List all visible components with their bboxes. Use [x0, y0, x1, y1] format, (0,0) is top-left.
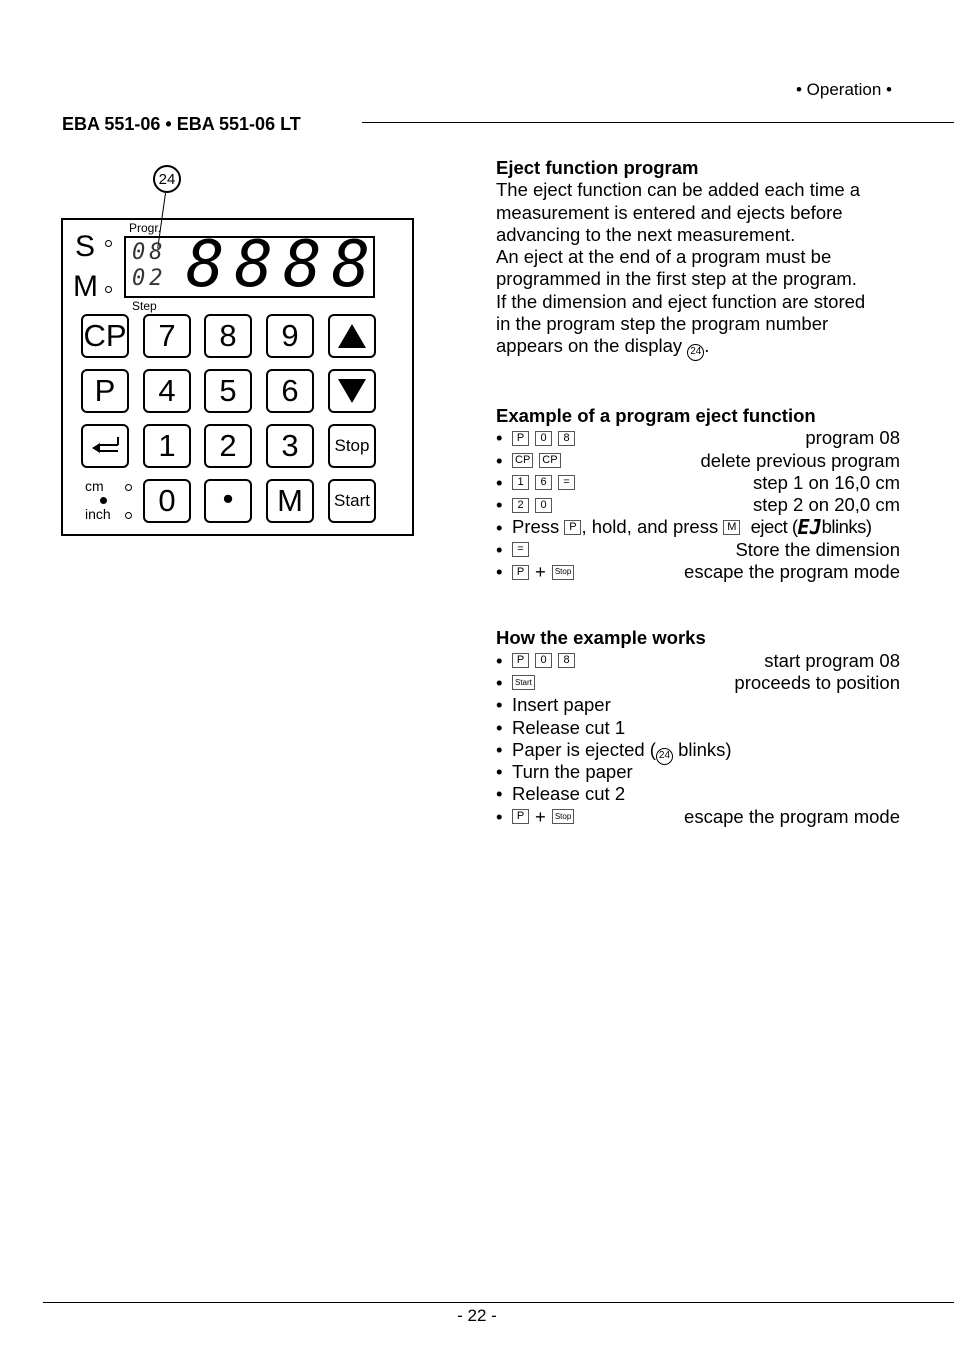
- display-callout-24: 24: [656, 748, 673, 765]
- document-title: EBA 551-06 • EBA 551-06 LT: [62, 114, 301, 134]
- list-item: [496, 517, 900, 539]
- up-arrow-key[interactable]: [328, 314, 376, 358]
- key-symbol: 1: [512, 475, 529, 490]
- page-number: - 22 -: [457, 1306, 497, 1325]
- step-text: Insert paper: [512, 694, 611, 716]
- bullet: •: [496, 471, 503, 493]
- bullet: •: [496, 649, 503, 671]
- key-3[interactable]: 3: [266, 424, 314, 468]
- press-text: Press: [512, 516, 560, 538]
- list-item: [496, 539, 900, 561]
- blinks-text: blinks): [672, 738, 732, 760]
- list-item: [496, 694, 900, 716]
- key-4[interactable]: 4: [143, 369, 191, 413]
- key-6[interactable]: 6: [266, 369, 314, 413]
- step-description: start program 08: [764, 649, 900, 671]
- bullet: •: [496, 716, 503, 738]
- example-heading: Example of a program eject function: [496, 405, 816, 427]
- key-symbol: 2: [512, 498, 529, 513]
- inch-indicator-led: [125, 512, 132, 519]
- key-symbol: P: [512, 653, 529, 668]
- ejected-text: Paper is ejected (: [512, 738, 656, 760]
- bullet: •: [496, 671, 503, 693]
- bullet: •: [496, 761, 503, 783]
- key-symbol: 8: [558, 431, 575, 446]
- key-symbol: 0: [535, 431, 552, 446]
- triangle-down-icon: [337, 378, 367, 404]
- bullet: •: [496, 427, 503, 449]
- bullet: •: [496, 805, 503, 827]
- step-description: escape the program mode: [684, 805, 900, 827]
- list-item: [496, 427, 900, 449]
- cm-indicator-led: [125, 484, 132, 491]
- progr-number-display: 08: [132, 240, 167, 265]
- list-item: [496, 494, 900, 516]
- unit-cm-label: cm: [85, 478, 104, 494]
- unit-inch-label: inch: [85, 506, 111, 522]
- step-label: Step: [132, 299, 157, 313]
- key-5[interactable]: 5: [204, 369, 252, 413]
- step-description: delete previous program: [700, 449, 900, 471]
- key-symbol: 0: [535, 498, 552, 513]
- s-label: S: [75, 230, 96, 263]
- step-description: program 08: [805, 427, 900, 449]
- list-item: [496, 739, 900, 761]
- list-item: [496, 806, 900, 828]
- key-symbol: CP: [512, 453, 533, 468]
- key-1[interactable]: 1: [143, 424, 191, 468]
- how-heading: How the example works: [496, 627, 706, 649]
- list-item: [496, 450, 900, 472]
- footer-rule: [43, 1302, 954, 1303]
- key-symbol: 8: [558, 653, 575, 668]
- enter-arrow-icon: [88, 435, 122, 457]
- p-key[interactable]: P: [81, 369, 129, 413]
- list-item: [496, 672, 900, 694]
- enter-key[interactable]: [81, 424, 129, 468]
- eject-paragraph: [496, 179, 900, 361]
- eject-text: eject (: [750, 516, 798, 538]
- triangle-up-icon: [337, 323, 367, 349]
- bullet: •: [496, 538, 503, 560]
- unit-switch-dot: [100, 497, 107, 504]
- s-indicator-led: [105, 240, 112, 247]
- key-symbol: CP: [539, 453, 560, 468]
- key-7[interactable]: 7: [143, 314, 191, 358]
- list-item: [496, 783, 900, 805]
- key-symbol: P: [512, 809, 529, 824]
- list-item: [496, 472, 900, 494]
- key-2[interactable]: 2: [204, 424, 252, 468]
- key-0[interactable]: 0: [143, 479, 191, 523]
- key-symbol: 6: [535, 475, 552, 490]
- bullet: •: [496, 449, 503, 471]
- header-rule: [362, 122, 954, 123]
- list-item: [496, 717, 900, 739]
- key-symbol: =: [512, 542, 529, 557]
- key-symbol: =: [558, 475, 575, 490]
- eject-heading: Eject function program: [496, 157, 699, 178]
- key-symbol: Start: [512, 675, 535, 690]
- stop-key[interactable]: Stop: [328, 424, 376, 468]
- key-symbol: Stop: [552, 809, 574, 824]
- cp-key[interactable]: CP: [81, 314, 129, 358]
- blinks-text: blinks): [821, 516, 872, 538]
- step-description: step 1 on 16,0 cm: [752, 471, 900, 493]
- key-symbol: P: [512, 431, 529, 446]
- list-item: [496, 761, 900, 783]
- step-text: Turn the paper: [512, 761, 633, 783]
- bullet: •: [496, 694, 503, 716]
- step-description: step 2 on 20,0 cm: [752, 494, 900, 516]
- keypad-panel: [61, 218, 414, 536]
- hold-text: , hold, and press: [581, 516, 719, 538]
- key-symbol: P: [512, 565, 529, 580]
- eject-body: The eject function can be added each time a measurement is entered and ejects before advancing to the next measurement. An eject at the end of a program must be programmed in the first step at the program. If the dimension and eject function are stored in the program step the program number appears on the display: [496, 179, 866, 357]
- step-number-display: 02: [132, 266, 167, 291]
- bullet: •: [496, 494, 503, 516]
- m-indicator-led: [105, 286, 112, 293]
- down-arrow-key[interactable]: [328, 369, 376, 413]
- plus-sign: +: [535, 560, 546, 582]
- section-label: • Operation •: [796, 80, 893, 99]
- list-item: [496, 650, 900, 672]
- key-8[interactable]: 8: [204, 314, 252, 358]
- key-symbol: P: [564, 520, 581, 535]
- main-digit-display: 8888: [186, 228, 381, 302]
- start-key[interactable]: Start: [328, 479, 376, 523]
- key-9[interactable]: 9: [266, 314, 314, 358]
- step-description: escape the program mode: [684, 561, 900, 583]
- key-symbol: Stop: [552, 565, 574, 580]
- bullet: •: [496, 561, 503, 583]
- display-callout-24: 24: [687, 344, 704, 361]
- bullet: •: [496, 783, 503, 805]
- key-symbol: M: [723, 520, 740, 535]
- callout-24: 24: [153, 165, 181, 193]
- decimal-point-key[interactable]: •: [204, 479, 252, 523]
- key-symbol: 0: [535, 653, 552, 668]
- step-description: proceeds to position: [734, 671, 900, 693]
- step-description: Store the dimension: [735, 538, 900, 560]
- eject-code-display: EJ: [797, 515, 822, 540]
- bullet: •: [496, 516, 503, 538]
- bullet: •: [496, 738, 503, 760]
- step-text: Release cut 2: [512, 783, 626, 805]
- plus-sign: +: [535, 805, 546, 827]
- progr-label: Progr.: [129, 221, 162, 235]
- m-key[interactable]: M: [266, 479, 314, 523]
- m-label: M: [73, 270, 98, 303]
- list-item: [496, 561, 900, 583]
- step-text: Release cut 1: [512, 716, 626, 738]
- right-column: [496, 157, 900, 828]
- eject-body-end: .: [704, 335, 710, 357]
